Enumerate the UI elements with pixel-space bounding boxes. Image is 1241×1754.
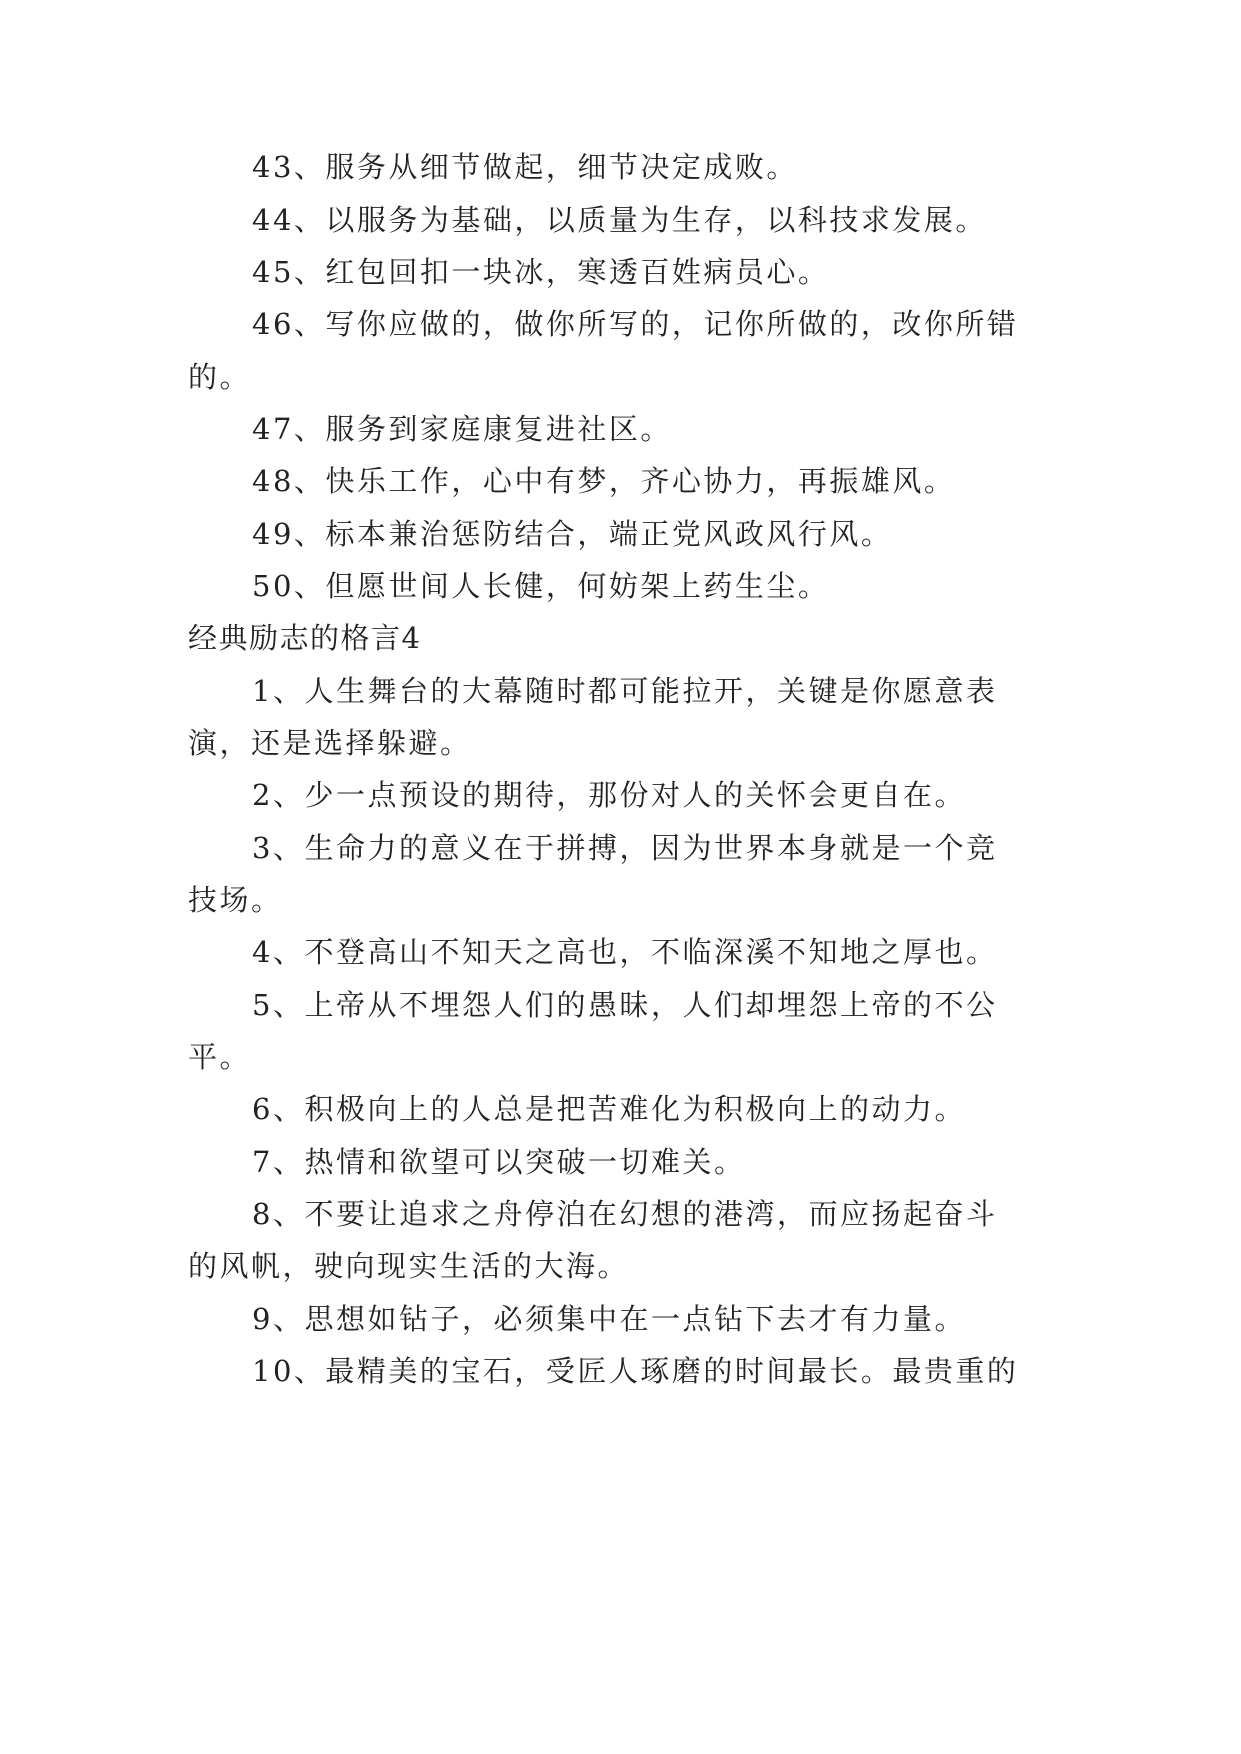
quote-1-line-2: 演，还是选择躲避。 xyxy=(188,726,472,760)
quote-5-line-1: 5、上帝从不埋怨人们的愚昧，人们却埋怨上帝的不公 xyxy=(252,988,998,1022)
quote-2-line-1: 2、少一点预设的期待，那份对人的关怀会更自在。 xyxy=(252,778,966,812)
paragraph-46-line-1: 46、写你应做的，做你所写的，记你所做的，改你所错 xyxy=(252,307,1019,341)
paragraph-50-line-1: 50、但愿世间人长健，何妨架上药生尘。 xyxy=(252,569,830,603)
paragraph-43-line-1: 43、服务从细节做起，细节决定成败。 xyxy=(252,150,798,184)
quote-3-line-1: 3、生命力的意义在于拼搏，因为世界本身就是一个竞 xyxy=(252,831,998,865)
quote-9-line-1: 9、思想如钻子，必须集中在一点钻下去才有力量。 xyxy=(252,1302,966,1336)
quote-6-line-1: 6、积极向上的人总是把苦难化为积极向上的动力。 xyxy=(252,1092,966,1126)
paragraph-48-line-1: 48、快乐工作，心中有梦，齐心协力，再振雄风。 xyxy=(252,464,956,498)
paragraph-44-line-1: 44、以服务为基础，以质量为生存，以科技求发展。 xyxy=(252,203,987,237)
quote-8-line-2: 的风帆，驶向现实生活的大海。 xyxy=(188,1249,630,1283)
quote-4-line-1: 4、不登高山不知天之高也，不临深溪不知地之厚也。 xyxy=(252,935,998,969)
quote-10-line-1: 10、最精美的宝石，受匠人琢磨的时间最长。最贵重的 xyxy=(252,1354,1019,1388)
quote-8-line-1: 8、不要让追求之舟停泊在幻想的港湾，而应扬起奋斗 xyxy=(252,1197,998,1231)
paragraph-46-line-2: 的。 xyxy=(188,360,252,394)
quote-5-line-2: 平。 xyxy=(188,1040,252,1074)
paragraph-49-line-1: 49、标本兼治惩防结合，端正党风政风行风。 xyxy=(252,517,893,551)
quote-3-line-2: 技场。 xyxy=(188,883,283,917)
paragraph-47-line-1: 47、服务到家庭康复进社区。 xyxy=(252,412,672,446)
quote-1-line-1: 1、人生舞台的大幕随时都可能拉开，关键是你愿意表 xyxy=(252,674,998,708)
section-heading: 经典励志的格言4 xyxy=(188,621,422,655)
paragraph-45-line-1: 45、红包回扣一块冰，寒透百姓病员心。 xyxy=(252,255,830,289)
quote-7-line-1: 7、热情和欲望可以突破一切难关。 xyxy=(252,1145,746,1179)
